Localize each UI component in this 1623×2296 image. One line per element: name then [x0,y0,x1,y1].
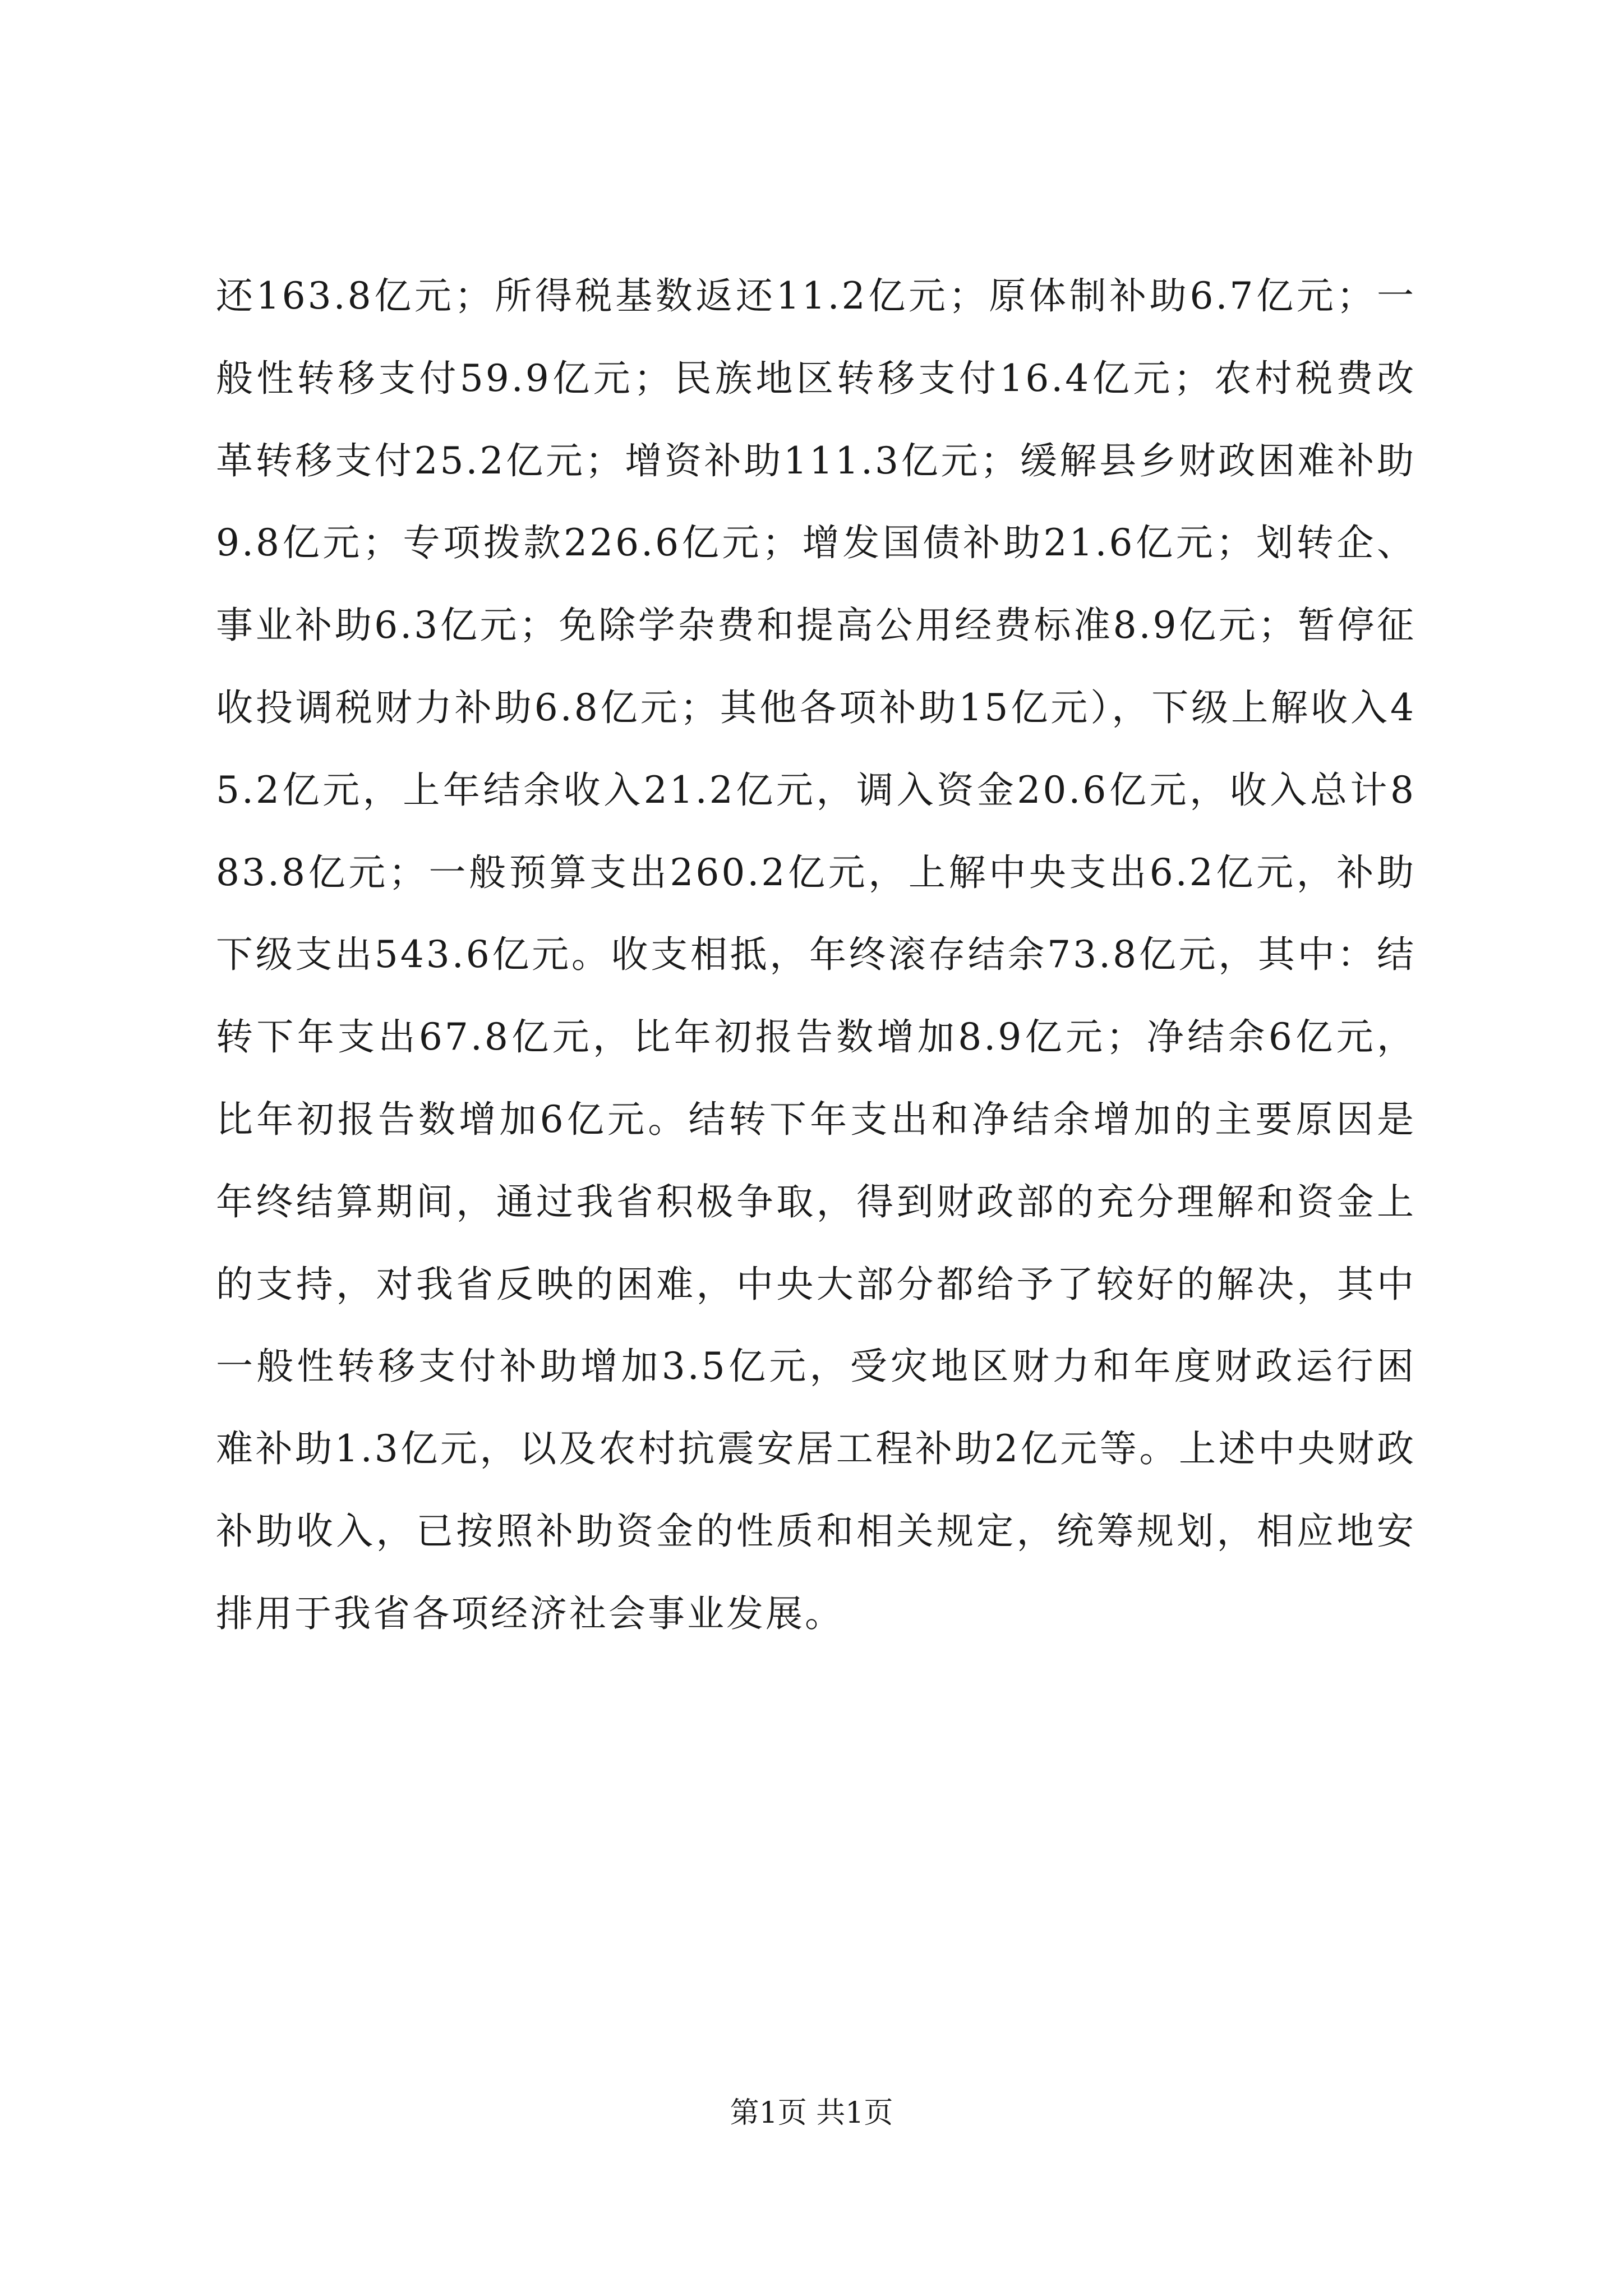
page-number-footer: 第1页 共1页 [730,2096,893,2130]
body-paragraph: 还163.8亿元；所得税基数返还11.2亿元；原体制补助6.7亿元；一般性转移支付59.9亿元；民族地区转移支付16.4亿元；农村税费改革转移支付25.2亿元；增资补助111.3亿元；缓解县乡财政困难补助9.8亿元；专项拨款226.6亿元；增发国债补助21.6亿元；划转企、事业补助6.3亿元；免除学杂费和提高公用经费标准8.9亿元；暂停征收投调税财力补助6.8亿元；其他各项补助15亿元），下级上解收入45.2亿元，上年结余收入21.2亿元，调入资金20.6亿元，收入总计883.8亿元；一般预算支出260.2亿元，上解中央支出6.2亿元，补助下级支出543.6亿元。收支相抵，年终滚存结余73.8亿元，其中：结转下年支出67.8亿元，比年初报告数增加8.9亿元；净结余6亿元，比年初报告数增加6亿元。结转下年支出和净结余增加的主要原因是年终结算期间，通过我省积极争取，得到财政部的充分理解和资金上的支持，对我省反映的困难，中央大部分都给予了较好的解决，其中一般性转移支付补助增加3.5亿元，受灾地区财力和年度财政运行困难补助1.3亿元，以及农村抗震安居工程补助2亿元等。上述中央财政补助收入，已按照补助资金的性质和相关规定，统筹规划，相应地安排用于我省各项经济社会事业发展。 [216,274,1416,1635]
